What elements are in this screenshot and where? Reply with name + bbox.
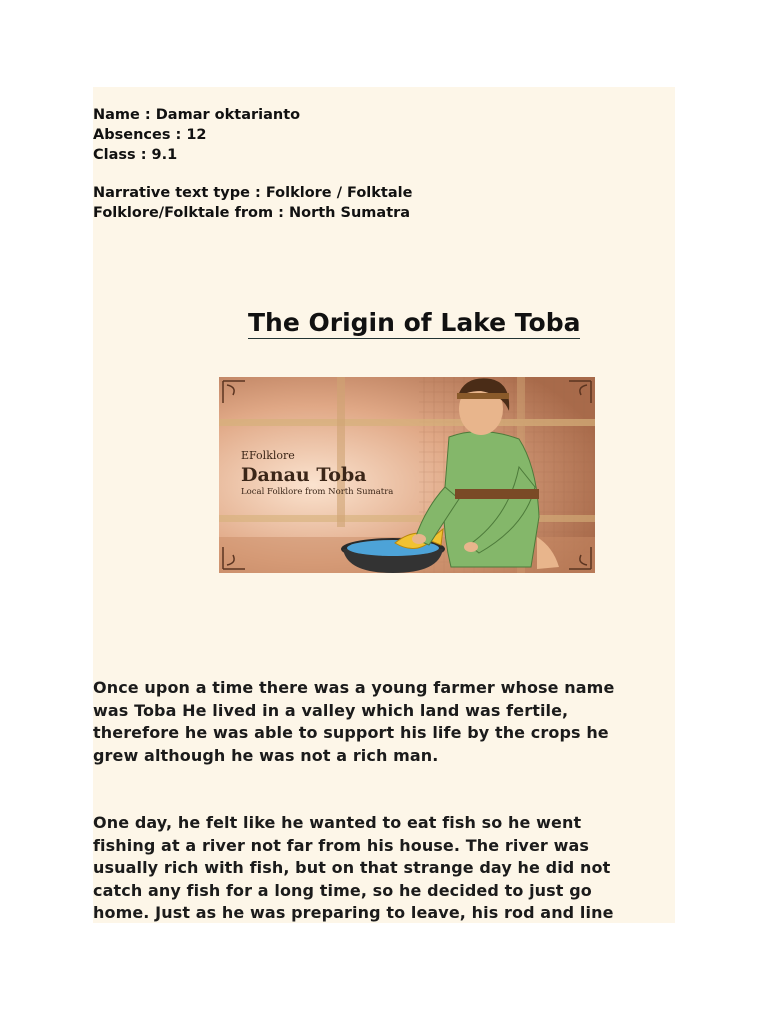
paragraph-1 [93,677,675,767]
banner-heading: Danau Toba [241,464,367,486]
paragraph-line: therefore he was able to support his life by the crops he [93,723,609,742]
absence-number: Absences : 12 [93,127,207,143]
paragraph-2 [93,812,675,923]
banner-subheading: Local Folklore from North Sumatra [241,487,394,497]
paragraph-line: catch any fish for a long time, so he decided to just go [93,880,592,900]
paragraph-line: Once upon a time there was a young farmer whose name [93,678,615,697]
paragraph-line: usually rich with fish, but on that strange day he did not [93,858,611,877]
story-illustration [219,377,595,573]
banner-brand: EFolklore [241,449,295,462]
text-type: Narrative text type : Folklore / Folktale [93,185,413,201]
class-label: Class : 9.1 [93,147,178,163]
student-name: Name : Damar oktarianto [93,107,301,123]
paragraph-line: One day, he felt like he wanted to eat fish so he went [93,813,582,832]
paragraph-line: was Toba He lived in a valley which land was fertile, [93,700,569,720]
paragraph-line: grew although he was not a rich man. [93,745,439,765]
story-origin: Folklore/Folktale from : North Sumatra [93,205,411,221]
story-title: The Origin of Lake Toba [248,308,581,337]
paragraph-line: fishing at a river not far from his house. The river was [93,835,589,855]
paragraph-line: home. Just as he was preparing to leave, his rod and line [93,903,614,922]
document-page [93,87,675,923]
student-info [93,105,412,223]
